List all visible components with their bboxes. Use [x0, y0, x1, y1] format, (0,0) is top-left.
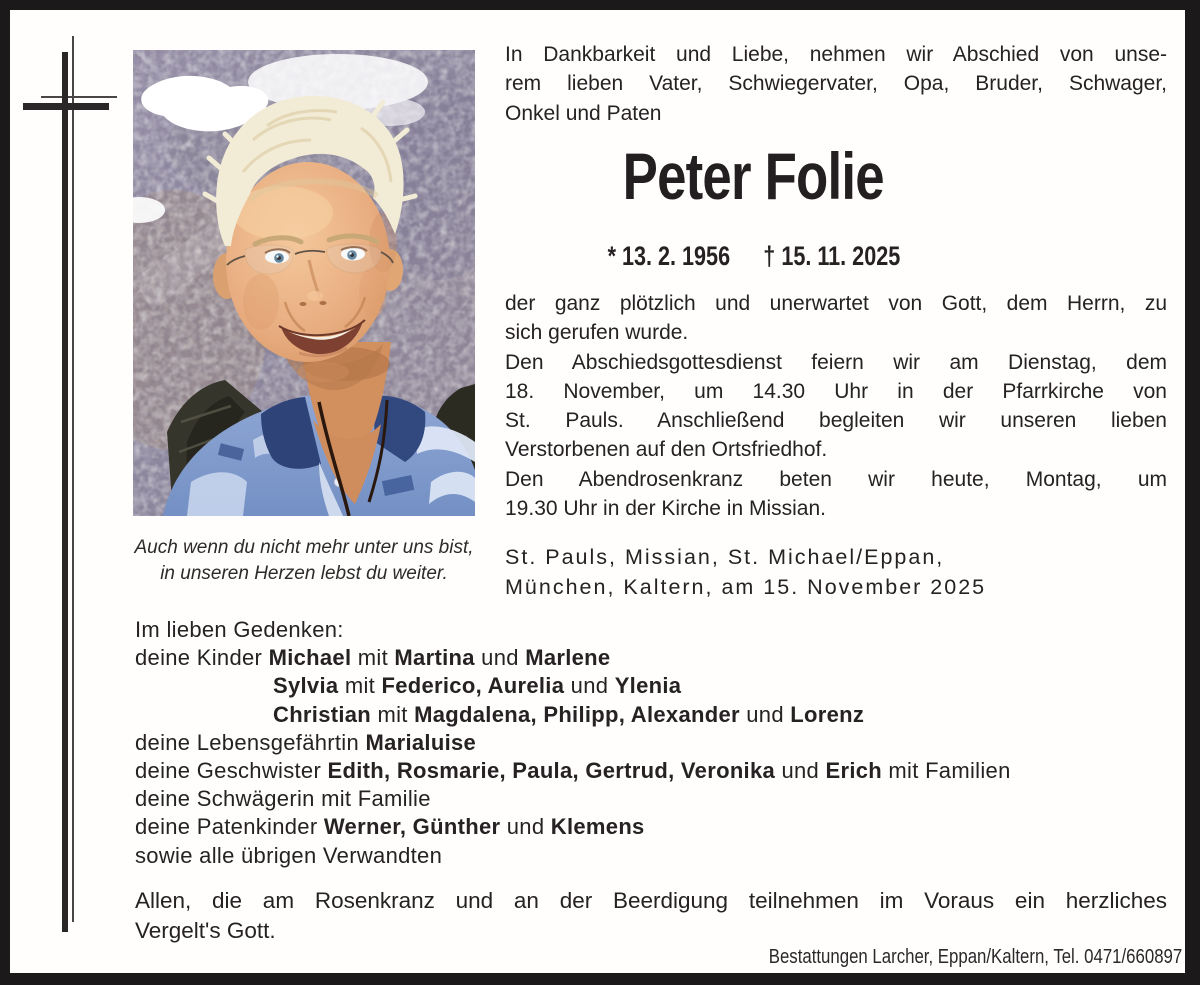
- remembrance-line: deine Kinder Michael mit Martina und Marlene: [135, 645, 611, 671]
- deceased-name: Peter Folie: [622, 139, 885, 213]
- remembrance-line: sowie alle übrigen Verwandten: [135, 842, 443, 868]
- photo-caption-line: in unseren Herzen lebst du weiter.: [160, 563, 448, 584]
- life-dates: [607, 241, 900, 272]
- funeral-home-text: Bestattungen Larcher, Eppan/Kaltern, Tel. 0471/660897: [768, 946, 1182, 968]
- places-date-block: [505, 543, 1167, 602]
- closing-line: Vergelt's Gott.: [135, 918, 276, 943]
- announcement-line: 18. November, um 14.30 Uhr in der Pfarrkirche von: [505, 379, 1167, 403]
- intro-paragraph: [505, 40, 1167, 128]
- remembrance-line: deine Lebensgefährtin Marialuise: [135, 729, 477, 755]
- closing-line: Allen, die am Rosenkranz und an der Beerdigung teilnehmen im Voraus ein herzliches: [135, 888, 1167, 913]
- intro-line: In Dankbarkeit und Liebe, nehmen wir Abschied von unse-: [505, 43, 1167, 66]
- photo-caption-line: Auch wenn du nicht mehr unter uns bist,: [134, 537, 474, 558]
- cross-thick-vertical-line: [62, 52, 68, 932]
- announcement-line: der ganz plötzlich und unerwartet von Gott, dem Herrn, zu: [505, 292, 1167, 315]
- remembrance-line: deine Schwägerin mit Familie: [135, 786, 431, 812]
- remembrance-list: [135, 616, 1167, 870]
- birth-date: * 13. 2. 1956: [607, 241, 730, 271]
- announcement-paragraph: [505, 289, 1167, 523]
- remembrance-line: deine Geschwister Edith, Rosmarie, Paula, Gertrud, Veronika und Erich mit Familien: [135, 758, 1011, 784]
- announcement-line: 19.30 Uhr in der Kirche in Missian.: [505, 497, 826, 521]
- photo-caption: [113, 535, 495, 587]
- cross-thick-horizontal-line: [23, 103, 109, 110]
- places-line: München, Kaltern, am 15. November 2025: [505, 574, 987, 599]
- announcement-line: St. Pauls. Anschließend begleiten wir unseren lieben: [505, 409, 1167, 433]
- remembrance-line: deine Patenkinder Werner, Günther und Klemens: [135, 814, 645, 840]
- death-date: † 15. 11. 2025: [762, 241, 900, 271]
- remembrance-line: Christian mit Magdalena, Philipp, Alexander und Lorenz: [273, 701, 865, 727]
- life-dates-row: [505, 241, 1167, 272]
- portrait-photo: [133, 50, 475, 516]
- announcement-line: Den Abschiedsgottesdienst feiern wir am Dienstag, dem: [505, 350, 1167, 374]
- remembrance-line: Sylvia mit Federico, Aurelia und Ylenia: [273, 673, 682, 699]
- announcement-line: Verstorbenen auf den Ortsfriedhof.: [505, 438, 828, 462]
- cross-thin-horizontal-line: [41, 96, 117, 98]
- announcement-line: sich gerufen wurde.: [505, 321, 689, 345]
- funeral-home-credit: [505, 946, 1182, 969]
- announcement-line: Den Abendrosenkranz beten wir heute, Montag, um: [505, 467, 1167, 491]
- closing-paragraph: [135, 886, 1167, 946]
- intro-line: rem lieben Vater, Schwiegervater, Opa, Bruder, Schwager,: [505, 72, 1167, 96]
- cross-thin-vertical-line: [72, 36, 74, 922]
- deceased-name-row: [505, 138, 1167, 214]
- paper-area: [10, 10, 1185, 973]
- places-line: St. Pauls, Missian, St. Michael/Eppan,: [505, 545, 945, 569]
- intro-line: Onkel und Paten: [505, 101, 662, 125]
- remembrance-line: Im lieben Gedenken:: [135, 617, 344, 642]
